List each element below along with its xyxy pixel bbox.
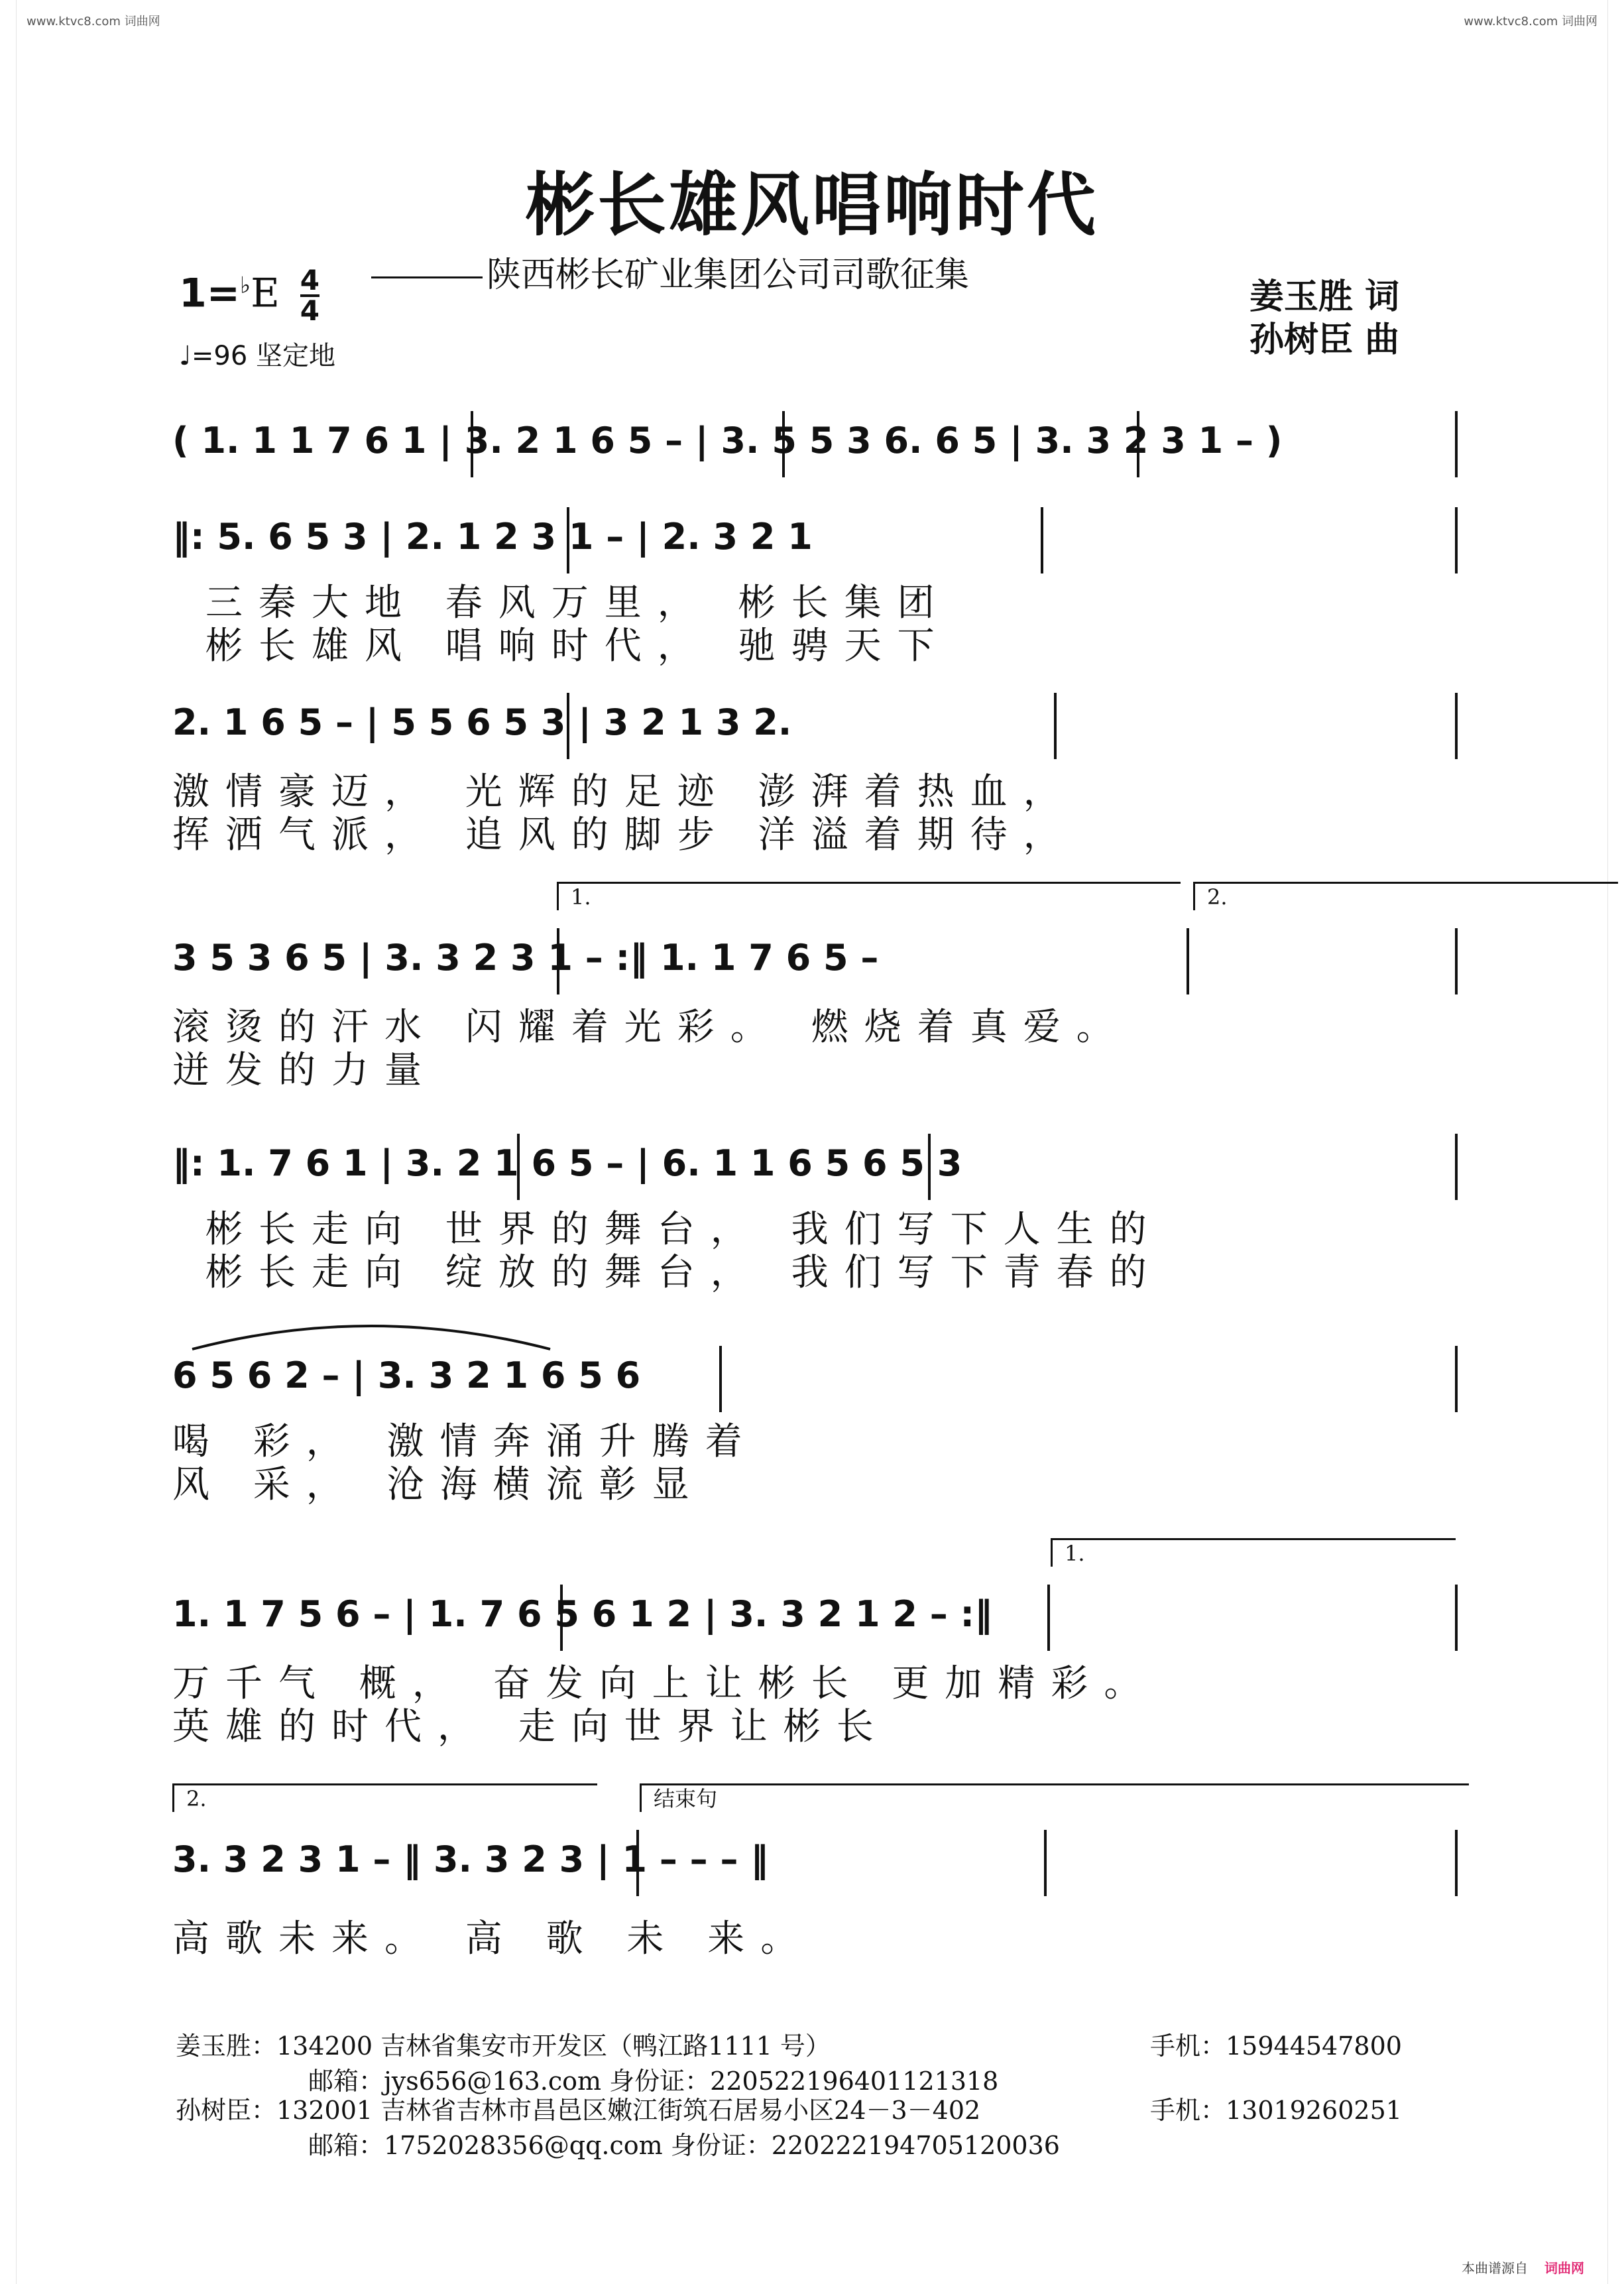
notation-line: 2. 1 6 5 – | 5 5 6 5 3 | 3 2 1 3 2. — [172, 701, 792, 743]
contact-lyricist-email: 邮箱：jys656@163.com 身份证：220522196401121318 — [308, 2067, 999, 2096]
staff-3 — [172, 875, 1458, 1094]
notation-line: 6 5 6 2 – | 3. 3 2 1 6 5 6 — [172, 1354, 641, 1396]
barline — [719, 1346, 722, 1412]
lyric-verse-2: 风 采， 沧海横流彰显 — [172, 1463, 705, 1506]
barline — [567, 693, 569, 759]
lyric-verse-1: 高歌未来。 高 歌 未 来。 — [172, 1917, 814, 1960]
site-url-right[interactable]: www.ktvc8.com 词曲网 — [1464, 15, 1597, 29]
staff-intro — [172, 411, 1458, 477]
volta-2: 2. — [172, 1783, 597, 1812]
lyricist-credit: 姜玉胜 词 — [1249, 276, 1400, 317]
site-url-left[interactable]: www.ktvc8.com 词曲网 — [27, 15, 160, 29]
barline — [517, 1134, 520, 1200]
barline — [557, 928, 559, 994]
lyric-verse-1: 万千气 概， 奋发向上让彬长 更加精彩。 — [172, 1662, 1157, 1705]
lyric-verse-1: 三秦大地 春风万里， 彬长集团 — [205, 581, 951, 625]
key-signature: 1=♭E $\frac{4}{4}$ — [179, 264, 320, 327]
lyric-verse-2: 彬长走向 绽放的舞台， 我们写下青春的 — [205, 1251, 1163, 1294]
barline — [567, 507, 569, 573]
staff-6 — [172, 1538, 1458, 1750]
staff-5 — [172, 1346, 1458, 1512]
final-barline — [1455, 1830, 1458, 1896]
double-barline — [636, 1830, 639, 1896]
notation-line: ‖: 5. 6 5 3 | 2. 1 2 3 1 – | 2. 3 2 1 — [172, 516, 813, 558]
volta-1: 1. — [1051, 1538, 1456, 1567]
barline — [1455, 1134, 1458, 1200]
barline — [560, 1585, 563, 1651]
barline — [1137, 411, 1139, 477]
barline — [782, 411, 785, 477]
composer-credit: 孙树臣 曲 — [1249, 320, 1400, 360]
right-margin-strip — [1607, 0, 1624, 2284]
volta-2: 2. — [1193, 882, 1618, 910]
subtitle-dash — [371, 276, 483, 278]
contact-composer-phone: 手机：13019260251 — [1150, 2096, 1402, 2125]
lyric-verse-1: 喝 彩， 激情奔涌升腾着 — [172, 1420, 758, 1463]
left-margin-strip — [0, 0, 17, 2284]
barline — [1041, 507, 1043, 573]
lyric-verse-1: 激情豪迈， 光辉的足迹 澎湃着热血， — [172, 770, 1076, 813]
barline — [1044, 1830, 1047, 1896]
barline — [1455, 693, 1458, 759]
staff-4 — [172, 1134, 1458, 1299]
volta-1: 1. — [557, 882, 1181, 910]
notation-line: 1. 1 7 5 6 – | 1. 7 6 5 6 1 2 | 3. 3 2 1 2 – :‖ — [172, 1593, 993, 1635]
lyric-verse-2: 英雄的时代， 走向世界让彬长 — [172, 1705, 890, 1748]
footer-brand-logo[interactable]: 词曲网 — [1544, 2260, 1584, 2276]
ending-phrase-bracket: 结束句 — [640, 1783, 1469, 1812]
staff-1 — [172, 507, 1458, 673]
barline — [471, 411, 473, 477]
footer-source: 本曲谱源自 — [1462, 2260, 1528, 2276]
time-signature: $\frac{4}{4}$ — [300, 264, 320, 327]
repeat-barline — [1455, 1585, 1458, 1651]
staff-2 — [172, 693, 1458, 859]
lyric-verse-2: 挥洒气派， 追风的脚步 洋溢着期待， — [172, 813, 1076, 857]
subtitle: 陕西彬长矿业集团公司司歌征集 — [371, 247, 969, 296]
contact-composer-address: 孙树臣：132001 吉林省吉林市昌邑区嫩江街筑石居易小区24－3－402 — [176, 2096, 981, 2125]
repeat-barline — [1187, 928, 1189, 994]
barline — [1047, 1585, 1050, 1651]
barline — [1455, 928, 1458, 994]
barline — [1054, 693, 1057, 759]
contact-lyricist-address: 姜玉胜：134200 吉林省集安市开发区（鸭江路1111 号） — [176, 2031, 831, 2061]
contact-composer-email: 邮箱：1752028356@qq.com 身份证：220222194705120036 — [308, 2131, 1060, 2160]
tempo-marking: ♩=96 坚定地 — [179, 341, 335, 371]
notation-line: 3 5 3 6 5 | 3. 3 2 3 1 – :‖ 1. 1 7 6 5 – — [172, 937, 879, 979]
lyric-verse-2: 迸发的力量 — [172, 1049, 437, 1092]
contact-lyricist-phone: 手机：15944547800 — [1150, 2031, 1402, 2061]
notation-line: ( 1. 1 1 7 6 1 | 3. 2 1 6 5 – | 3. 5 5 3 6. 6 5 | 3. 3 2 3 1 – ) — [172, 420, 1283, 461]
notation-line: 3. 3 2 3 1 – ‖ 3. 3 2 3 | 1 – – – ‖ — [172, 1838, 769, 1880]
barline — [1455, 1346, 1458, 1412]
lyric-verse-2: 彬长雄风 唱响时代， 驰骋天下 — [205, 625, 951, 668]
lyric-verse-1: 彬长走向 世界的舞台， 我们写下人生的 — [205, 1208, 1163, 1251]
notation-line: ‖: 1. 7 6 1 | 3. 2 1 6 5 – | 6. 1 1 6 5 6 5 3 — [172, 1142, 962, 1184]
barline — [1455, 507, 1458, 573]
barline — [928, 1134, 931, 1200]
page-title: 彬长雄风唱响时代 — [525, 164, 1098, 245]
lyric-verse-1: 滚烫的汗水 闪耀着光彩。 燃烧着真爱。 — [172, 1006, 1130, 1049]
barline — [1455, 411, 1458, 477]
staff-7 — [172, 1783, 1458, 1976]
